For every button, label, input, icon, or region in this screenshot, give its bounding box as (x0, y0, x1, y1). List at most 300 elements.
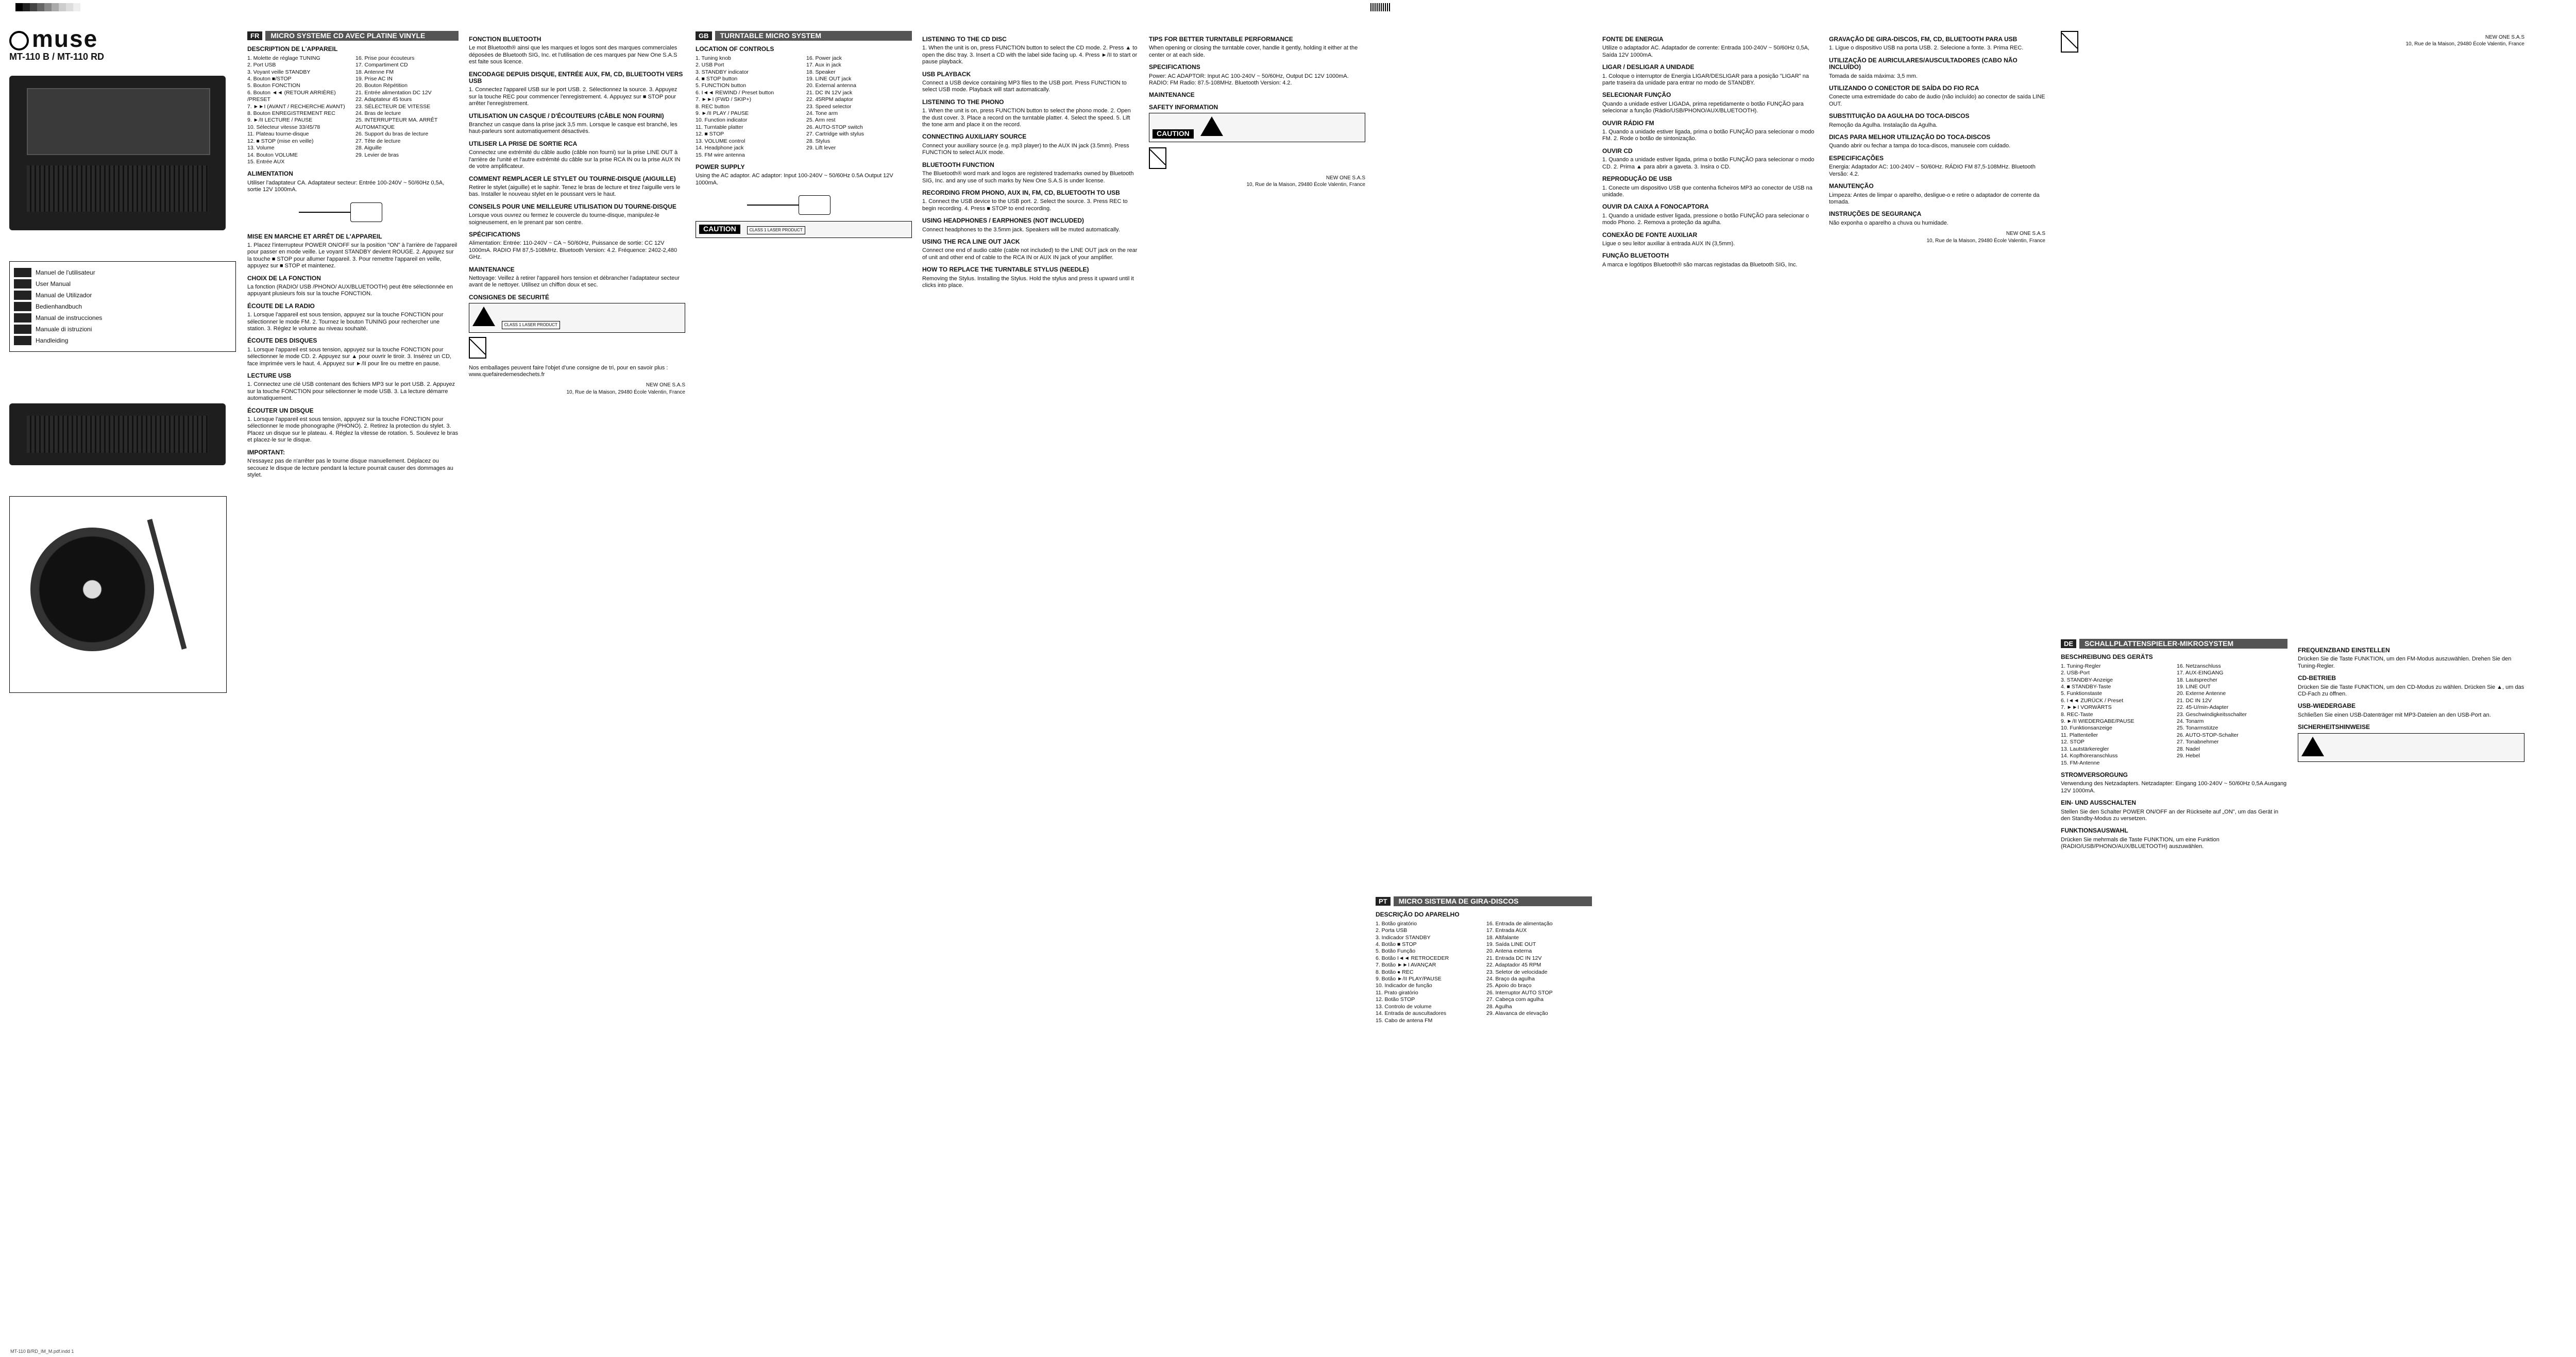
part-item: 16. Prise pour écouteurs (355, 55, 415, 61)
part-item: 27. Tête de lecture (355, 138, 401, 144)
section-text: 1. When the unit is on, press FUNCTION button to select the CD mode. 2. Press ▲ to open the disc tray. 3. Insert a CD with the label side facing up. 4. Press ►/II to start or pause playback. (922, 45, 1138, 65)
section-text: 1. Ligue o dispositivo USB na porta USB. 2. Selecione a fonte. 3. Prima REC. (1829, 45, 2024, 52)
section-text: A marca e logótipos Bluetooth® são marcas registadas da Bluetooth SIG, Inc. (1602, 261, 1798, 268)
description-heading: DESCRIPTION DE L'APPAREIL (247, 45, 338, 53)
part-item: 12. STOP (2061, 739, 2084, 745)
section-heading: SUBSTITUIÇÃO DA AGULHA DO TOCA-DISCOS (1829, 112, 1970, 120)
part-item: 2. USB Port (696, 62, 724, 69)
section-text: Le mot Bluetooth® ainsi que les marques et logos sont des marques commerciales déposées de Bluetooth SIG, Inc. et l'utilisation de ces marques par New One S.A.S est faite sous licence. (469, 45, 677, 65)
caution-label: CAUTION (699, 225, 740, 233)
section-heading: ENCODAGE DEPUIS DISQUE, ENTRÉE AUX, FM, CD, BLUETOOTH VERS USB (469, 70, 683, 85)
print-color-bar (0, 0, 2576, 15)
section-text: Remoção da Agulha. Instalação da Agulha. (1829, 122, 1938, 128)
flag-icon (14, 268, 31, 277)
part-item: 15. Entrée AUX (247, 158, 285, 165)
language-code: GB (696, 31, 712, 40)
safety-heading: SICHERHEITSHINWEISE (2298, 723, 2370, 731)
adapter-diagram (247, 197, 459, 228)
part-item: 9. Botão ►/II PLAY/PAUSE (1376, 976, 1442, 982)
section-text: 1. Connectez l'appareil USB sur le port USB. 2. Sélectionnez la source. 3. Appuyez sur la touche REC pour commencer l'enregistrement. 4. Appuyez sur ■ STOP pour arrêter l'enregistrement. (469, 87, 677, 107)
part-item: 18. Antenne FM (355, 69, 394, 75)
part-item: 7. ►►I (FWD / SKIP+) (696, 96, 752, 103)
part-item: 9. ►/II LECTURE / PAUSE (247, 117, 313, 124)
description-heading: DESCRIÇÃO DO APARELHO (1376, 911, 1460, 919)
part-item: 13. Volume (247, 145, 275, 151)
pt-continued-column (1602, 31, 1819, 1339)
flag-icon (14, 279, 31, 289)
section-heading: STROMVERSORGUNG (2061, 771, 2128, 778)
section-heading: MISE EN MARCHE ET ARRÊT DE L'APPAREIL (247, 232, 382, 240)
part-item: 20. Externe Antenne (2177, 690, 2226, 697)
maintenance-heading: MAINTENANCE (1149, 91, 1195, 99)
fr-sections (247, 233, 459, 444)
section-text: Connectez une extrémité du câble audio (câble non fourni) sur la prise LINE OUT à l'arrière de l'unité et l'autre extrémité du câble sur la prise RCA IN ou la prise AUX IN de votre amplificateur. (469, 149, 681, 170)
section-heading: OUVIR CD (1602, 147, 1633, 155)
section-text: Quando abrir ou fechar a tampa do toca-discos, manuseie com cuidado. (1829, 143, 2011, 149)
part-item: 24. Bras de lecture (355, 110, 401, 117)
power-heading: ALIMENTATION (247, 170, 293, 178)
section-title: MICRO SYSTEME CD AVEC PLATINE VINYLE (265, 31, 459, 41)
part-item: 8. REC-Taste (2061, 711, 2093, 718)
section-heading: CONSEILS POUR UNE MEILLEURE UTILISATION DU TOURNE-DISQUE (469, 202, 676, 210)
part-item: 11. Plattenteller (2061, 732, 2098, 738)
part-item: 4. Botão ■ STOP (1376, 941, 1417, 948)
part-item: 19. LINE OUT jack (806, 76, 852, 82)
part-item: 11. Plateau tourne-disque (247, 131, 309, 138)
caution-label: CAUTION (1153, 129, 1194, 138)
part-item: 26. Support du bras de lecture (355, 131, 429, 138)
section-heading: MANUTENÇÃO (1829, 182, 1874, 190)
section-heading: GRAVAÇÃO DE GIRA-DISCOS, FM, CD, BLUETOOTH PARA USB (1829, 36, 2018, 43)
section-heading: CHOIX DE LA FONCTION (247, 274, 321, 282)
part-item: 3. Voyant veille STANDBY (247, 69, 311, 75)
part-item: 28. Aiguille (355, 145, 382, 151)
section-heading: ÉCOUTER UN DISQUE (247, 406, 314, 414)
flag-icon (14, 291, 31, 300)
language-item: Manuale di istruzioni (14, 325, 231, 334)
part-item: 14. Headphone jack (696, 145, 744, 151)
section-text: Não exponha o aparelho a chuva ou humidade. (1829, 219, 1948, 226)
pt-sections-a (1602, 36, 1819, 268)
de-column (2061, 31, 2287, 1339)
section-text: 1. Quando a unidade estiver ligada, prima o botão FUNÇÃO para selecionar o modo CD. 2. Prima ▲ para abrir a gaveta. 3. Insira o CD. (1602, 157, 1815, 170)
section-heading: LIGAR / DESLIGAR A UNIDADE (1602, 63, 1694, 71)
warning-box (1149, 113, 1365, 142)
part-item: 7. ►►I VORWÄRTS (2061, 704, 2112, 711)
section-text: Connect your auxiliary source (e.g. mp3 player) to the AUX IN jack (3.5mm). Press FUNCTION to select AUX mode. (922, 142, 1129, 156)
part-item: 26. AUTO-STOP switch (806, 124, 863, 130)
part-item: 8. Bouton ENREGISTREMENT REC (247, 110, 335, 117)
section-heading: SELECIONAR FUNÇÃO (1602, 91, 1671, 99)
section-heading: FUNÇÃO BLUETOOTH (1602, 252, 1669, 260)
part-item: 21. DC IN 12V (2177, 697, 2212, 704)
part-item: 23. Geschwindigkeitsschalter (2177, 711, 2247, 718)
gb-continued-column (922, 31, 1139, 1339)
pt-continued-column-2 (1829, 31, 2045, 1339)
section-heading: FONCTION BLUETOOTH (469, 36, 541, 43)
de-spacer (2061, 31, 2287, 639)
part-item: 17. Compartiment CD (355, 62, 408, 69)
section-text: 1. When the unit is on, press FUNCTION button to select the phono mode. 2. Open the dust cover. 3. Place a record on the turntable platter. 4. Select the speed. 5. Lift the tone arm and place it on the record. (922, 108, 1131, 128)
language-code: FR (247, 31, 262, 40)
part-item: 21. Entrada DC IN 12V (1486, 955, 1542, 961)
section-heading: SPÉCIFICATIONS (469, 230, 520, 238)
section-heading: CONEXÃO DE FONTE AUXILIAR (1602, 231, 1698, 239)
section-text: 1. Coloque o interruptor de Energia LIGAR/DESLIGAR para a posição "LIGAR" na parte traseira da unidade para entrar no modo de STANDBY. (1602, 73, 1809, 87)
warning-triangle-icon (2301, 737, 2324, 756)
section-text: La fonction (RADIO/ USB /PHONO/ AUX/BLUETOOTH) peut être sélectionnée en appuyant plusieurs fois sur la touche FONCTION. (247, 283, 453, 297)
part-item: 25. Arm rest (806, 117, 836, 124)
section-heading: INSTRUÇÕES DE SEGURANÇA (1829, 210, 1922, 218)
tips-text: When opening or closing the turntable cover, handle it gently, holding it either at the center or at each side. (1149, 45, 1358, 58)
section-heading: EIN- UND AUSSCHALTEN (2061, 799, 2136, 807)
part-item: 23. SÉLECTEUR DE VITESSE (355, 103, 431, 110)
de-sections-b (2298, 647, 2524, 719)
section-heading: RECORDING FROM PHONO, AUX IN, FM, CD, BLUETOOTH TO USB (922, 189, 1120, 196)
parts-list (1376, 921, 1592, 1024)
part-item: 9. ►/II WIEDERGABE/PAUSE (2061, 718, 2134, 725)
section-heading: USB PLAYBACK (922, 70, 971, 78)
language-item: Bedienhandbuch (14, 302, 231, 311)
laser-label: CLASS 1 LASER PRODUCT (502, 321, 560, 329)
part-item: 1. Tuning-Regler (2061, 663, 2101, 669)
part-item: 3. STANDBY-Anzeige (2061, 676, 2113, 683)
part-item: 3. STANDBY indicator (696, 69, 749, 75)
part-item: 20. Antena externa (1486, 948, 1532, 955)
part-item: 3. Indicador STANDBY (1376, 934, 1431, 941)
section-text: Quando a unidade estiver LIGADA, prima repetidamente o botão FUNÇÃO para selecionar a função (Rádio/USB/PHONO/AUX/BLUETOOTH). (1602, 100, 1804, 114)
section-heading: DICAS PARA MELHOR UTILIZAÇÃO DO TOCA-DISCOS (1829, 133, 1991, 141)
part-item: 20. External antenna (806, 82, 856, 89)
part-item: 15. Cabo de antena FM (1376, 1017, 1433, 1024)
section-heading: UTILIZANDO O CONECTOR DE SAÍDA DO FIO RCA (1829, 84, 1979, 92)
pt-header (1376, 896, 1592, 906)
part-item: 16. Netzanschluss (2177, 663, 2221, 669)
de-continued-column (2298, 31, 2524, 1339)
section-text: Conecte uma extremidade do cabo de áudio (não incluído) ao conector de saída LINE OUT. (1829, 94, 2045, 107)
section-title: SCHALLPLATTENSPIELER-MIKROSYSTEM (2079, 639, 2287, 649)
section-heading: BLUETOOTH FUNCTION (922, 161, 994, 168)
section-heading: USB-WIEDERGABE (2298, 702, 2356, 710)
section-heading: FREQUENZBAND EINSTELLEN (2298, 647, 2390, 654)
part-item: 24. Braço da agulha (1486, 976, 1535, 982)
part-item: 10. Funktionsanzeige (2061, 725, 2112, 732)
section-text: 1. Placez l'interrupteur POWER ON/OFF sur la position "ON" à l'arrière de l'appareil pour passer en mode veille. Le voyant STANDBY devient ROUGE. 2. Appuyez sur la touche ■ STOP pour allumer l'appareil. 3. Pour remettre l'appareil en veille, appuyez sur ■ STOP et maintenez. (247, 242, 457, 269)
section-heading: OUVIR DA CAIXA A FONOCAPTORA (1602, 203, 1709, 211)
section-text: 1. Lorsque l'appareil est sous tension, appuyez sur la touche FONCTION pour sélectionner le mode CD. 2. Appuyez sur ▲ pour ouvrir le tiroir. 3. Insérez un CD, face imprimée vers le haut. 4. Appuyez sur ►/II pour lire ou mettre en pause. (247, 346, 452, 367)
fr-continued-column (469, 31, 685, 1339)
part-item: 27. Cabeça com agulha (1486, 996, 1544, 1003)
part-item: 4. ■ STOP button (696, 76, 738, 82)
part-item: 13. Lautstärkeregler (2061, 745, 2109, 752)
section-heading: FUNKTIONSAUSWAHL (2061, 827, 2128, 835)
part-item: 23. Seletor de velocidade (1486, 969, 1548, 975)
warning-triangle-icon (1200, 116, 1223, 136)
important-text: N'essayez pas de n'arrêter pas le tourne disque manuellement. Déplacez ou secouez le disque de lecture pendant la lecture pourrait causer des dommages au stylet. (247, 458, 453, 478)
section-text: 1. Conecte um dispositivo USB que contenha ficheiros MP3 ao conector de USB na unidade. (1602, 184, 1812, 198)
grayscale-swatch (15, 3, 88, 11)
part-item: 2. Porta USB (1376, 927, 1408, 934)
part-item: 24. Tonarm (2177, 718, 2204, 725)
section-heading: CONNECTING AUXILIARY SOURCE (922, 133, 1027, 141)
part-item: 23. Speed selector (806, 103, 852, 110)
flag-icon (14, 336, 31, 345)
section-text: 1. Quando a unidade estiver ligada, prima o botão FUNÇÃO para selecionar o modo FM. 2. Rode o botão de sintonização. (1602, 129, 1815, 142)
section-text: Drücken Sie die Taste FUNKTION, um den FM-Modus auszuwählen. Drehen Sie den Tuning-Regler. (2298, 656, 2512, 669)
part-item: 10. Sélecteur vitesse 33/45/78 (247, 124, 320, 130)
part-item: 5. Funktionstaste (2061, 690, 2102, 697)
section-text: Drücken Sie mehrmals die Taste FUNKTION, um eine Funktion (RADIO/USB/PHONO/AUX/BLUETOOTH) auszuwählen. (2061, 836, 2219, 850)
weee-bin-icon (2061, 31, 2078, 53)
warning-box (469, 303, 685, 333)
controls-heading: LOCATION OF CONTROLS (696, 45, 774, 53)
section-text: The Bluetooth® word mark and logos are registered trademarks owned by Bluetooth SIG, Inc. and any use of such marks by New One S.A.S is under license. (922, 171, 1134, 184)
section-heading: USING THE RCA LINE OUT JACK (922, 238, 1020, 245)
flag-icon (14, 325, 31, 334)
part-item: 25. INTERRUPTEUR MA. ARRÊT AUTOMATIQUE (355, 117, 438, 130)
part-item: 29. Alavanca de elevação (1486, 1010, 1548, 1017)
company-info: NEW ONE S.A.S 10, Rue de la Maison, 29480 École Valentin, France (566, 382, 685, 395)
part-item: 14. Entrada de auscultadores (1376, 1010, 1447, 1017)
language-code: DE (2061, 639, 2076, 648)
part-item: 15. FM-Antenne (2061, 759, 2100, 766)
part-item: 18. Speaker (806, 69, 836, 75)
section-text: Stellen Sie den Schalter POWER ON/OFF an der Rückseite auf „ON", um das Gerät in den Standby-Modus zu versetzen. (2061, 808, 2279, 822)
flag-icon (14, 302, 31, 311)
section-text: Branchez un casque dans la prise jack 3,5 mm. Lorsque le casque est branché, les haut-parleurs sont automatiquement désactivés. (469, 122, 677, 135)
part-item: 7. Botão ►►I AVANÇAR (1376, 962, 1436, 969)
gb-header (696, 31, 912, 41)
flag-icon (14, 313, 31, 323)
company-info: NEW ONE S.A.S 10, Rue de la Maison, 29480 École Valentin, France (1246, 175, 1365, 188)
language-code: PT (1376, 897, 1391, 906)
part-item: 11. Turntable platter (696, 124, 743, 130)
part-item: 1. Tuning knob (696, 55, 731, 61)
section-heading: REPRODUÇÃO DE USB (1602, 175, 1672, 183)
parts-list (247, 55, 459, 166)
section-text: Drücken Sie die Taste FUNKTION, um den CD-Modus zu wählen. Drücken Sie ▲, um das CD-Fach zu öffnen. (2298, 684, 2524, 698)
specs-text: Power: AC ADAPTOR: Input AC 100-240V ~ 50/60Hz, Output DC 12V 1000mA. RADIO: FM Radio: 87.5-108MHz. Bluetooth Version: 4.2. (1149, 73, 1349, 87)
section-text: Connect headphones to the 3.5mm jack. Speakers will be muted automatically. (922, 226, 1120, 233)
section-text: 1. Connectez une clé USB contenant des fichiers MP3 sur le port USB. 2. Appuyez sur la touche FONCTION pour sélectionner le mode USB. 3. La lecture démarre automatiquement. (247, 381, 455, 402)
section-text: 1. Quando a unidade estiver ligada, pressione o botão FUNÇÃO para selecionar o modo Phono. 2. Remova a proteção da agulha. (1602, 212, 1809, 226)
part-item: 18. Lautsprecher (2177, 676, 2217, 683)
part-item: 22. Adaptateur 45 tours (355, 96, 412, 103)
part-item: 24. Tone arm (806, 110, 838, 117)
part-item: 6. Botão I◄◄ RETROCEDER (1376, 955, 1449, 961)
part-item: 6. Bouton ◄◄ (RETOUR ARRIÈRE) /PRESET (247, 89, 336, 103)
part-item: 20. Bouton Répétition (355, 82, 408, 89)
part-item: 17. Entrada AUX (1486, 927, 1527, 934)
section-heading: USING HEADPHONES / EARPHONES (NOT INCLUDED) (922, 217, 1084, 225)
part-item: 21. Entrée alimentation DC 12V (355, 89, 432, 96)
tips-heading: TIPS FOR BETTER TURNTABLE PERFORMANCE (1149, 36, 1293, 43)
registration-mark (1370, 3, 1391, 11)
section-text: 1. Lorsque l'appareil est sous tension, appuyez sur la touche FONCTION pour sélectionner le mode FM. 2. Tournez le bouton TUNING pour rechercher une station. 3. Réglez le volume au niveau souhaité. (247, 312, 444, 332)
de-sections-a (2061, 772, 2287, 851)
part-item: 8. REC button (696, 103, 730, 110)
fr2-sections (469, 36, 685, 289)
cover-column (9, 31, 236, 1339)
language-list (9, 261, 236, 352)
section-heading: COMMENT REMPLACER LE STYLET OU TOURNE-DISQUE (AIGUILLE) (469, 175, 676, 182)
pt-spacer (1376, 31, 1592, 896)
warning-box (696, 221, 912, 238)
recycling-notice: Nos emballages peuvent faire l'objet d'une consigne de tri, pour en savoir plus : www.quefairedemesdechets.fr (469, 364, 668, 378)
part-item: 6. I◄◄ REWIND / Preset button (696, 89, 774, 96)
part-item: 10. Indicador de função (1376, 982, 1432, 989)
part-item: 16. Entrada de alimentação (1486, 920, 1553, 927)
gb-column (696, 31, 912, 1339)
file-info: MT-110 B/RD_IM_M.pdf.indd 1 (10, 1349, 74, 1354)
part-item: 15. FM wire antenna (696, 151, 745, 158)
brand-logo: muse (9, 31, 236, 50)
part-item: 4. Bouton ■/STOP (247, 76, 292, 82)
part-item: 12. ■ STOP (mise en veille) (247, 138, 314, 144)
part-item: 18. Altifalante (1486, 934, 1519, 941)
part-item: 14. Kopfhöreranschluss (2061, 753, 2118, 759)
section-heading: LECTURE USB (247, 372, 292, 380)
part-item: 17. AUX-EINGANG (2177, 670, 2224, 676)
part-item: 9. ►/II PLAY / PAUSE (696, 110, 749, 117)
part-item: 5. Botão Função (1376, 948, 1416, 955)
section-text: Removing the Stylus. Installing the Stylus. Hold the stylus and press it upward until it clicks into place. (922, 275, 1134, 289)
language-item: Manuel de l'utilisateur (14, 268, 231, 277)
specs-heading: SPECIFICATIONS (1149, 63, 1200, 71)
section-text: Connect one end of audio cable (cable not included) to the LINE OUT jack on the rear of unit and other end of cable to the RCA IN or AUX IN jack of your amplifier. (922, 247, 1138, 261)
part-item: 2. Port USB (247, 62, 276, 69)
part-item: 22. 45-U/min-Adapter (2177, 704, 2229, 711)
important-heading: IMPORTANT: (247, 448, 285, 456)
de-spacer-2 (2298, 34, 2524, 642)
section-heading: LISTENING TO THE PHONO (922, 98, 1004, 106)
section-heading: UTILISER LA PRISE DE SORTIE RCA (469, 140, 578, 147)
section-text: Verwendung des Netzadapters. Netzadapter: Eingang 100-240V ~ 50/60Hz 0,5A Ausgang 12V 1000mA. (2061, 781, 2287, 794)
language-item: User Manual (14, 279, 231, 289)
weee-bin-icon (1149, 147, 1166, 169)
fr-header (247, 31, 459, 41)
gb-sections (922, 36, 1139, 289)
power-text: Utiliser l'adaptateur CA. Adaptateur secteur: Entrée 100-240V ~ 50/60Hz 0,5A, sortie 12V 1000mA. (247, 179, 445, 193)
language-item: Manual de instrucciones (14, 313, 231, 323)
part-item: 28. Stylus (806, 138, 831, 144)
part-item: 5. Bouton FONCTION (247, 82, 300, 89)
parts-list (696, 55, 912, 159)
section-text: Alimentation: Entrée: 110-240V ~ CA ~ 50/60Hz, Puissance de sortie: CC 12V 1000mA. RADIO FM 87,5-108MHz. Bluetooth Version: 4.2. Fréquence: 2402-2,480 GHz. (469, 240, 677, 261)
part-item: 14. Bouton VOLUME (247, 151, 298, 158)
description-heading: BESCHREIBUNG DES GERÄTS (2061, 653, 2153, 661)
part-item: 10. Function indicator (696, 117, 748, 124)
section-heading: UTILISATION UN CASQUE / D'ÉCOUTEURS (CÂBLE NON FOURNI) (469, 112, 664, 120)
part-item: 7. ►►I (AVANT / RECHERCHE AVANT) (247, 103, 345, 110)
section-heading: UTILIZAÇÃO DE AURICULARES/AUSCULTADORES (CABO NÃO INCLUÍDO) (1829, 56, 2018, 71)
part-item: 2. USB-Port (2061, 670, 2090, 676)
section-text: Connect a USB device containing MP3 files to the USB port. Press FUNCTION to select USB mode. Playback will start automatically. (922, 80, 1127, 93)
section-text: Nettoyage: Veillez à retirer l'appareil hors tension et débrancher l'adaptateur secteur avant de le nettoyer. Utilisez un chiffon doux et sec. (469, 275, 680, 289)
section-text: Schließen Sie einen USB-Datenträger mit MP3-Dateien an den USB-Port an. (2298, 711, 2491, 718)
section-text: Energia: Adaptador AC: 100-240V ~ 50/60Hz. RÁDIO FM 87,5-108MHz. Bluetooth Versão: 4.2. (1829, 164, 2036, 177)
part-item: 1. Molette de réglage TUNING (247, 55, 320, 61)
part-item: 27. Cartridge with stylus (806, 131, 865, 138)
adapter-diagram (696, 190, 912, 221)
section-text: 1. Connect the USB device to the USB port. 2. Select the source. 3. Press REC to begin recording. 4. Press ■ STOP to end recording. (922, 198, 1128, 212)
weee-bin-icon (469, 337, 486, 359)
part-item: 27. Tonabnehmer (2177, 739, 2219, 745)
part-item: 22. Adaptador 45 RPM (1486, 962, 1541, 969)
company-info: NEW ONE S.A.S 10, Rue de la Maison, 29480 École Valentin, France (1926, 231, 2045, 244)
part-item: 26. AUTO-STOP-Schalter (2177, 732, 2239, 738)
top-view-diagram (9, 496, 227, 693)
section-heading: FONTE DE ENERGIA (1602, 36, 1664, 43)
section-heading: ESPECIFICAÇÕES (1829, 154, 1884, 162)
part-item: 19. Prise AC IN (355, 76, 393, 82)
fr-column (247, 31, 459, 1339)
section-heading: LISTENING TO THE CD DISC (922, 36, 1007, 43)
section-text: Limpeza: Antes de limpar o aparelho, desligue-o e retire o adaptador de corrente da tomada. (1829, 192, 2040, 205)
section-heading: OUVIR RÁDIO FM (1602, 119, 1654, 127)
part-item: 6. I◄◄ ZURÜCK / Preset (2061, 697, 2124, 704)
section-text: Lorsque vous ouvrez ou fermez le couvercle du tourne-disque, manipulez-le soigneusement, en le prenant par son centre. (469, 212, 659, 226)
part-item: 8. Botão ● REC (1376, 969, 1414, 975)
platter-illustration (30, 528, 154, 651)
section-text: 1. Lorsque l'appareil est sous tension, appuyez sur la touche FONCTION pour sélectionner le mode phonographe (PHONO). 2. Retirez la protection du stylet. 3. Placez un disque sur le plateau. 4. Réglez la vitesse de rotation. 5. Soulevez le bras et placez-le sur le disque. (247, 416, 459, 444)
section-title: TURNTABLE MICRO SYSTEM (715, 31, 912, 41)
part-item: 28. Agulha (1486, 1003, 1512, 1010)
part-item: 11. Prato giratório (1376, 989, 1418, 996)
language-item: Manual de Utilizador (14, 291, 231, 300)
laser-label: CLASS 1 LASER PRODUCT (747, 226, 805, 234)
parts-list (2061, 663, 2287, 767)
part-item: 21. DC IN 12V jack (806, 89, 853, 96)
model-name: MT-110 B / MT-110 RD (9, 52, 105, 62)
safety-heading: CONSIGNES DE SECURITÉ (469, 293, 550, 301)
part-item: 29. Hebel (2177, 753, 2200, 759)
part-item: 13. VOLUME control (696, 138, 745, 144)
part-item: 1. Botão giratório (1376, 920, 1417, 927)
part-item: 28. Nadel (2177, 745, 2200, 752)
pt-column (1376, 31, 1592, 1339)
part-item: 25. Tonarmstütze (2177, 725, 2218, 732)
section-heading: HOW TO REPLACE THE TURNTABLE STYLUS (NEEDLE) (922, 266, 1089, 274)
warning-box (2298, 733, 2524, 762)
part-item: 25. Apoio do braço (1486, 982, 1532, 989)
section-heading: ÉCOUTE DE LA RADIO (247, 302, 315, 310)
part-item: 26. Interruptor AUTO STOP (1486, 989, 1553, 996)
de-header (2061, 639, 2287, 649)
section-heading: MAINTENANCE (469, 265, 515, 273)
part-item: 22. 45RPM adaptor (806, 96, 854, 103)
part-item: 29. Lift lever (806, 145, 836, 151)
part-item: 19. LINE OUT (2177, 684, 2211, 690)
front-panel-diagram (9, 403, 226, 465)
company-info: NEW ONE S.A.S 10, Rue de la Maison, 29480 École Valentin, France (2405, 35, 2524, 47)
part-item: 17. Aux in jack (806, 62, 841, 69)
section-text: Utilize o adaptador AC. Adaptador de corrente: Entrada 100-240V ~ 50/60Hz 0,5A, Saída 12V 1000mA. (1602, 45, 1810, 58)
part-item: 16. Power jack (806, 55, 842, 61)
section-title: MICRO SISTEMA DE GIRA-DISCOS (1394, 896, 1592, 906)
part-item: 12. ■ STOP (696, 131, 724, 138)
safety-heading: SAFETY INFORMATION (1149, 103, 1218, 111)
part-item: 29. Levier de bras (355, 151, 399, 158)
warning-triangle-icon (472, 307, 495, 326)
part-item: 13. Controlo de volume (1376, 1003, 1432, 1010)
section-heading: ÉCOUTE DES DISQUES (247, 337, 317, 345)
part-item: 4. ■ STANDBY-Taste (2061, 684, 2111, 690)
part-item: 5. FUNCTION button (696, 82, 747, 89)
pt-sections-b (1829, 36, 2045, 227)
section-text: Ligue o seu leitor auxiliar à entrada AUX IN (3,5mm). (1602, 240, 1735, 247)
gb-tips-column (1149, 31, 1365, 1339)
